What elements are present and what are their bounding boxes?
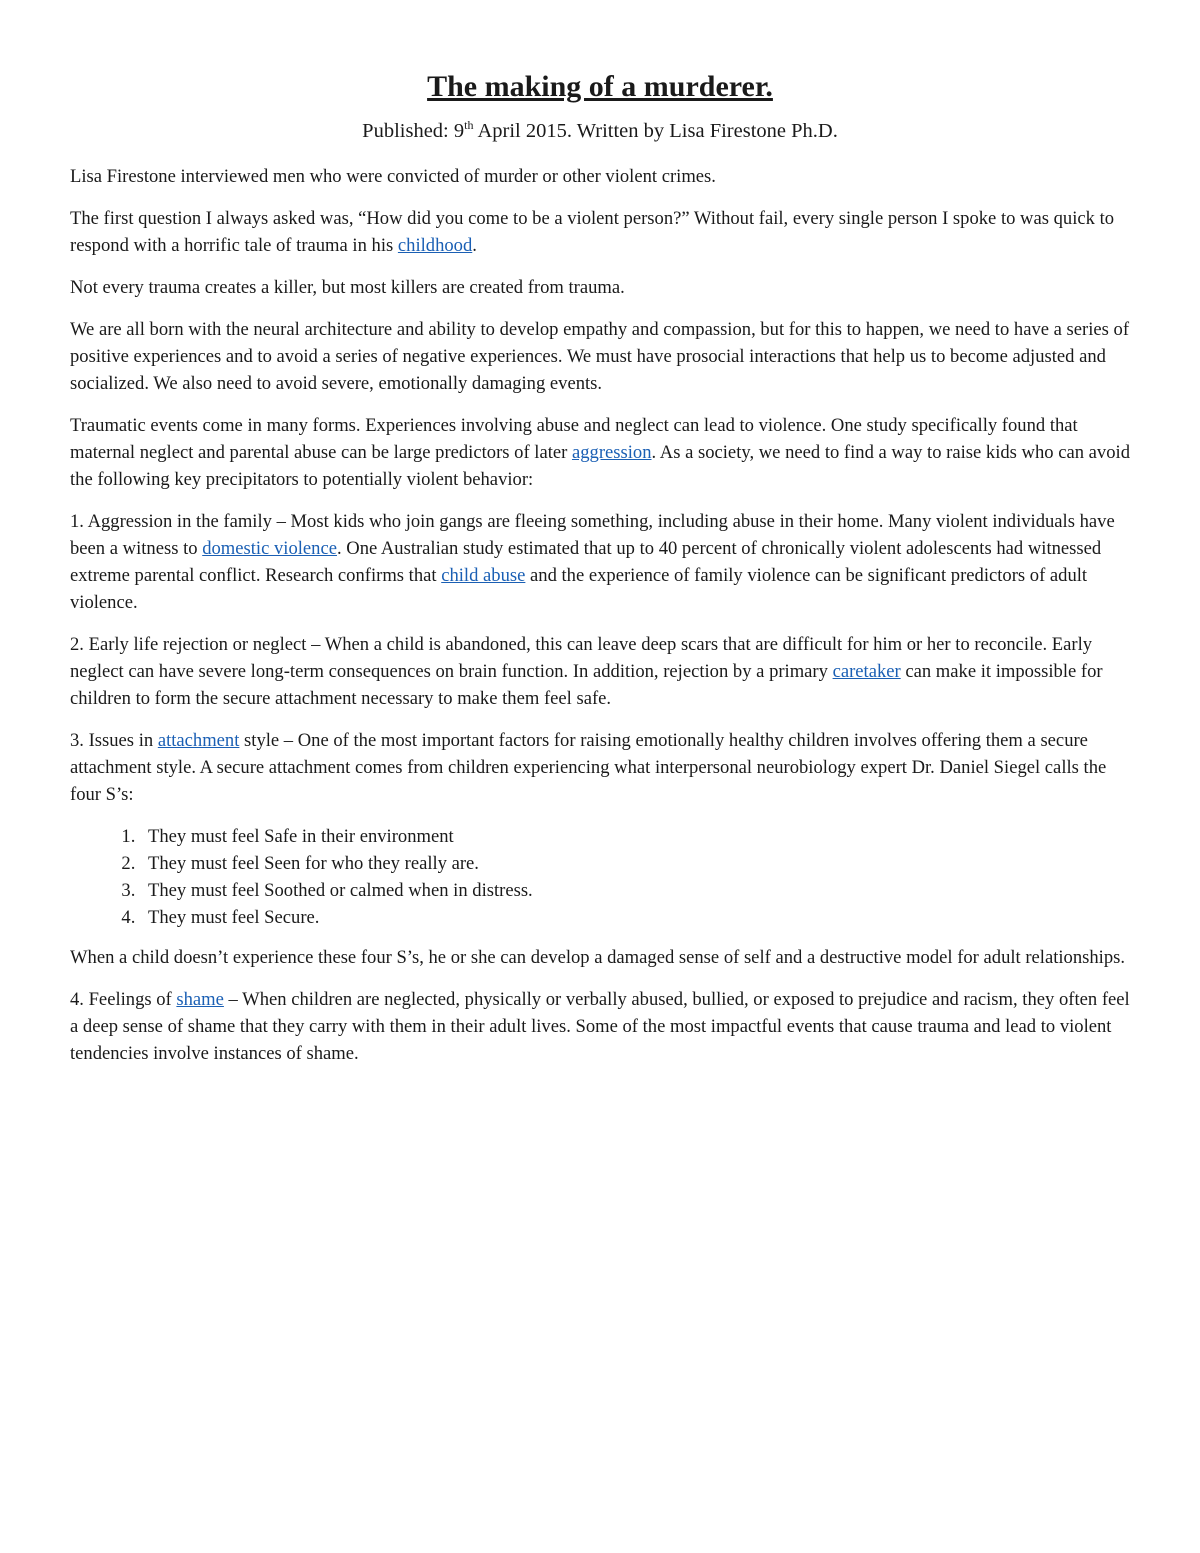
paragraph-text: – When children are neglected, physically or verbally abused, bullied, or exposed to prejudice and racism, they often feel a deep sense of shame that they carry with them in their adult lives. Some of the most impactful events that cause trauma and lead to violent tendencies involve instances of shame.: [70, 989, 1130, 1065]
shame-link[interactable]: shame: [176, 989, 224, 1011]
paragraph-four-s-consequence: When a child doesn’t experience these four S’s, he or she can develop a damaged sense of self and a destructive model for adult relationships.: [70, 947, 1126, 969]
four-s-list: [70, 823, 1130, 931]
paragraph-early-rejection: [70, 631, 1130, 712]
childhood-link[interactable]: childhood: [397, 235, 473, 257]
byline-suffix: April 2015. Written by Lisa Firestone Ph.D.: [473, 119, 838, 142]
paragraph-text: 4. Feelings of: [70, 989, 177, 1011]
byline-prefix: Published: 9: [362, 119, 465, 142]
document-page: [70, 70, 1130, 1082]
paragraph-neural-architecture: We are all born with the neural architecture and ability to develop empathy and compassion, but for this to happen, we need to have a series of positive experiences and to avoid a series of negative experiences. We must have prosocial interactions that help us to become adjusted and socialized. We also need to avoid severe, emotionally damaging events.: [70, 319, 1130, 395]
paragraph-trauma-statement: Not every trauma creates a killer, but most killers are created from trauma.: [70, 277, 625, 299]
paragraph-intro: Lisa Firestone interviewed men who were convicted of murder or other violent crimes.: [70, 166, 716, 188]
paragraph-text: Traumatic events come in many forms. Experiences involving abuse and neglect can lead to violence. One study specifically found that maternal neglect and parental abuse can be large predictors of later: [70, 415, 1078, 464]
attachment-link[interactable]: attachment: [157, 730, 240, 752]
list-item: 1. They must feel Safe in their environment: [140, 823, 1130, 850]
domestic-violence-link[interactable]: domestic violence: [202, 538, 337, 560]
aggression-link[interactable]: aggression: [571, 442, 652, 464]
caretaker-link[interactable]: caretaker: [832, 661, 901, 683]
paragraph-text: style – One of the most important factors for raising emotionally healthy children involves offering them a secure attachment style. A secure attachment comes from children experiencing what interpersonal neurobiology expert Dr. Daniel Siegel calls the four S’s:: [70, 730, 1107, 806]
child-abuse-link[interactable]: child abuse: [441, 565, 526, 587]
byline: [70, 119, 1130, 144]
paragraph-text: The first question I always asked was, “How did you come to be a violent person?” Without fail, every single person I spoke to was quick to respond with a horrific tale of trauma in his: [70, 208, 1115, 257]
paragraph-text: and the experience of family violence can be significant predictors of adult violence.: [70, 565, 1088, 614]
paragraph-traumatic-events: [70, 412, 1130, 493]
paragraph-attachment-style: [70, 727, 1130, 808]
list-item: 3. They must feel Soothed or calmed when in distress.: [140, 877, 1130, 904]
paragraph-aggression-in-family: [70, 508, 1130, 616]
document-title: The making of a murderer.: [427, 70, 773, 103]
paragraph-text: .: [472, 235, 477, 257]
list-item: 4. They must feel Secure.: [140, 904, 1130, 931]
paragraph-first-question: [70, 205, 1130, 259]
paragraph-text: 3. Issues in: [70, 730, 158, 752]
list-item: 2. They must feel Seen for who they really are.: [140, 850, 1130, 877]
paragraph-text: . As a society, we need to find a way to raise kids who can avoid the following key precipitators to potentially violent behavior:: [70, 442, 1130, 491]
paragraph-text: can make it impossible for children to form the secure attachment necessary to make them feel safe.: [70, 661, 1103, 710]
paragraph-text: 1. Aggression in the family – Most kids who join gangs are fleeing something, including abuse in their home. Many violent individuals have been a witness to: [70, 511, 1115, 560]
byline-ordinal-suffix: th: [464, 117, 474, 132]
paragraph-text: . One Australian study estimated that up to 40 percent of chronically violent adolescents had witnessed extreme parental conflict. Research confirms that: [70, 538, 1102, 587]
paragraph-feelings-of-shame: [70, 986, 1130, 1067]
paragraph-text: 2. Early life rejection or neglect – When a child is abandoned, this can leave deep scars that are difficult for him or her to reconcile. Early neglect can have severe long-term consequences on brain function. In addition, rejection by a primary: [70, 634, 1093, 683]
